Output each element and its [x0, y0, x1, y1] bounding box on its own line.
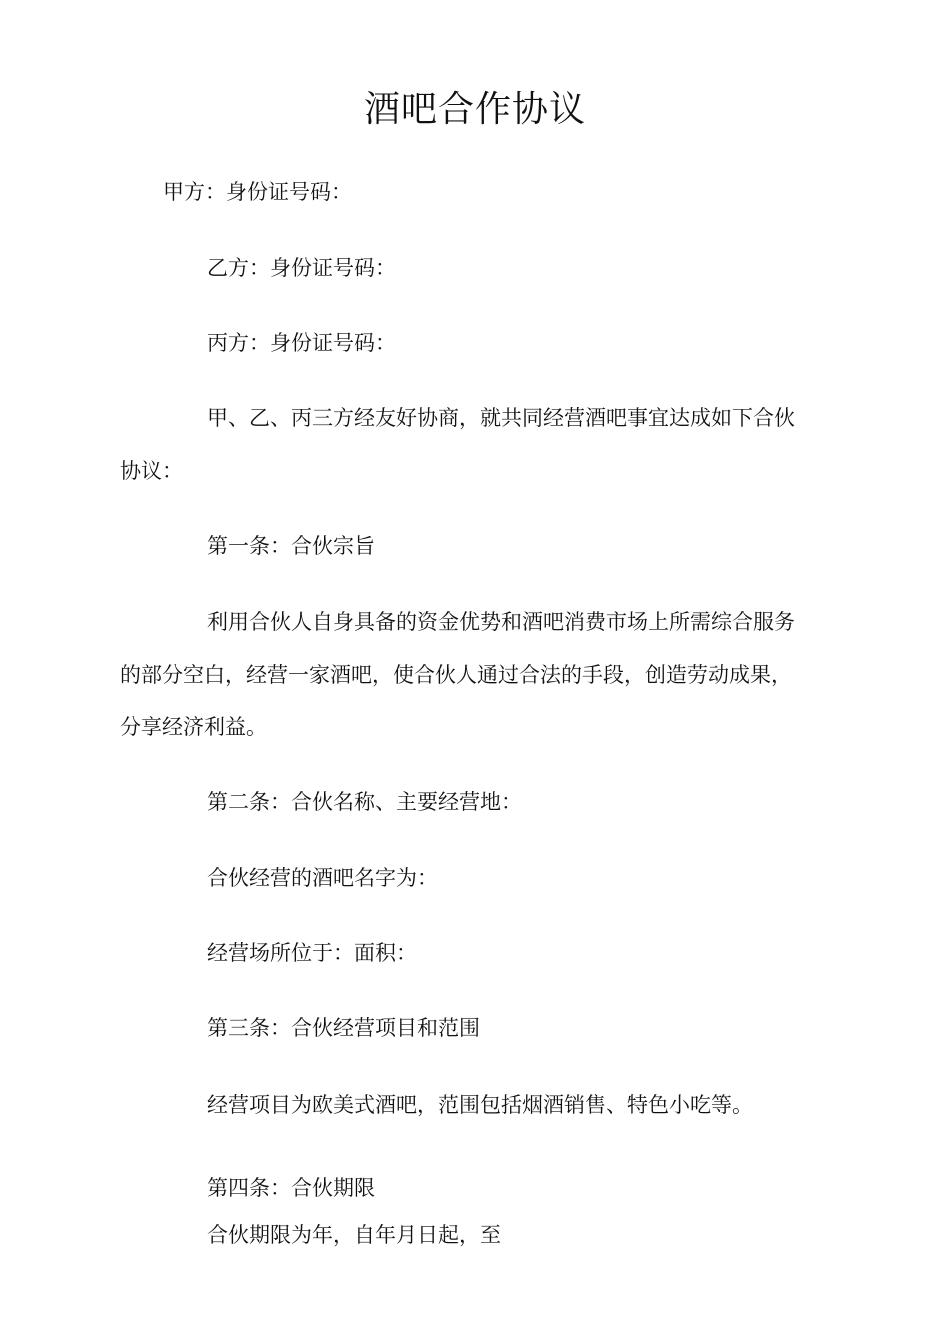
article-1-body-line-1: 利用合伙人自身具备的资金优势和酒吧消费市场上所需综合服务	[207, 610, 795, 634]
document-title: 酒吧合作协议	[363, 89, 586, 130]
intro-line-2: 协议：	[120, 459, 183, 483]
party-a-line: 甲方：身份证号码：	[163, 180, 352, 204]
article-2-location-line: 经营场所位于：面积：	[207, 941, 417, 965]
article-2-heading: 第二条：合伙名称、主要经营地：	[207, 790, 522, 814]
article-2-name-line: 合伙经营的酒吧名字为：	[207, 866, 438, 890]
article-1-body-line-2: 的部分空白，经营一家酒吧，使合伙人通过合法的手段，创造劳动成果，	[120, 663, 792, 687]
party-c-line: 丙方：身份证号码：	[207, 331, 396, 355]
article-3-heading: 第三条：合伙经营项目和范围	[207, 1016, 480, 1040]
intro-line-1: 甲、乙、丙三方经友好协商，就共同经营酒吧事宜达成如下合伙	[207, 406, 795, 430]
party-b-line: 乙方：身份证号码：	[207, 256, 396, 280]
article-4-body: 合伙期限为年，自年月日起，至	[207, 1223, 501, 1247]
article-3-body: 经营项目为欧美式酒吧，范围包括烟酒销售、特色小吃等。	[207, 1093, 753, 1117]
article-1-body-line-3: 分享经济利益。	[120, 715, 267, 739]
article-1-heading: 第一条：合伙宗旨	[207, 534, 375, 558]
article-4-heading: 第四条：合伙期限	[207, 1176, 375, 1200]
